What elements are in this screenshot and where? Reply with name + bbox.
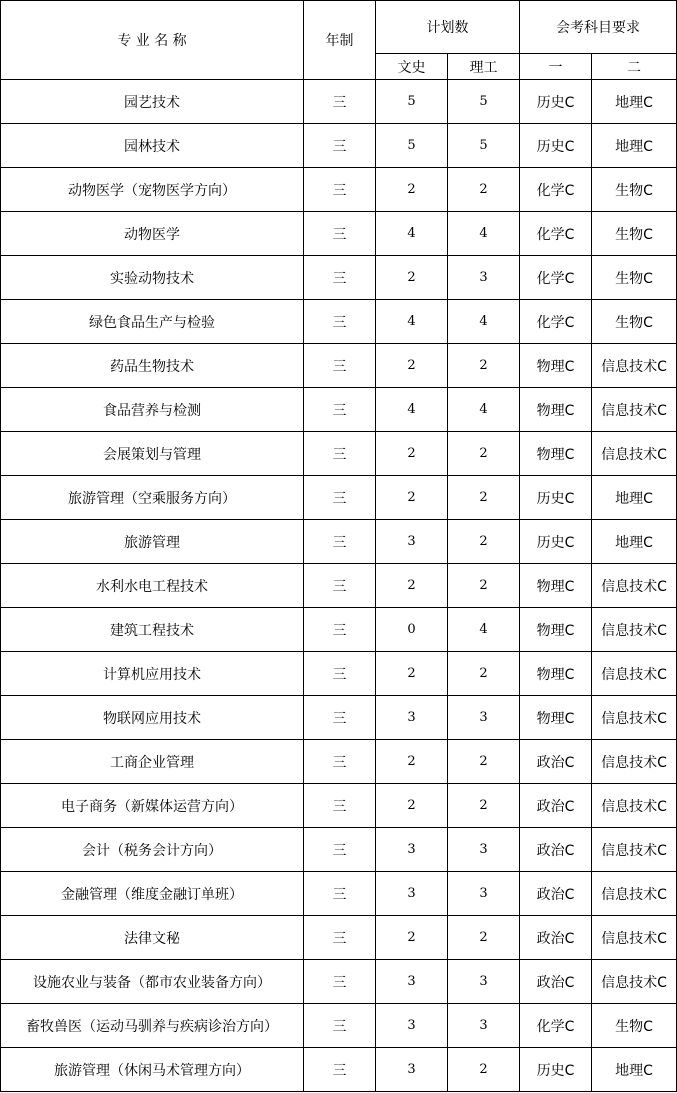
plan-arts-cell: 4 <box>376 300 448 344</box>
plan-arts-cell: 2 <box>376 168 448 212</box>
table-row <box>1 1048 677 1092</box>
plan-science-cell: 3 <box>448 696 520 740</box>
table-row <box>1 608 677 652</box>
plan-arts-cell: 2 <box>376 740 448 784</box>
table-row <box>1 124 677 168</box>
duration-cell: 三 <box>304 124 376 168</box>
table-row <box>1 564 677 608</box>
exam-subject-1-cell: 历史C <box>520 520 592 564</box>
table-row <box>1 1004 677 1048</box>
duration-cell: 三 <box>304 1004 376 1048</box>
table-row <box>1 872 677 916</box>
exam-subject-2-cell: 信息技术C <box>592 432 677 476</box>
exam-subject-1-cell: 历史C <box>520 80 592 124</box>
major-name-cell: 畜牧兽医（运动马驯养与疾病诊治方向） <box>1 1004 304 1048</box>
major-name-cell: 会计（税务会计方向） <box>1 828 304 872</box>
plan-science-cell: 2 <box>448 652 520 696</box>
table-row <box>1 300 677 344</box>
header-exam-first: 一 <box>520 54 592 80</box>
plan-arts-cell: 3 <box>376 1048 448 1092</box>
duration-cell: 三 <box>304 80 376 124</box>
exam-subject-1-cell: 物理C <box>520 388 592 432</box>
table-row <box>1 212 677 256</box>
duration-cell: 三 <box>304 608 376 652</box>
plan-science-cell: 4 <box>448 212 520 256</box>
exam-subject-2-cell: 信息技术C <box>592 784 677 828</box>
duration-cell: 三 <box>304 344 376 388</box>
major-name-cell: 建筑工程技术 <box>1 608 304 652</box>
exam-subject-2-cell: 生物C <box>592 300 677 344</box>
duration-cell: 三 <box>304 520 376 564</box>
plan-science-cell: 3 <box>448 960 520 1004</box>
major-name-cell: 旅游管理（休闲马术管理方向） <box>1 1048 304 1092</box>
plan-arts-cell: 0 <box>376 608 448 652</box>
major-name-cell: 绿色食品生产与检验 <box>1 300 304 344</box>
major-name-cell: 计算机应用技术 <box>1 652 304 696</box>
plan-science-cell: 2 <box>448 168 520 212</box>
exam-subject-1-cell: 物理C <box>520 696 592 740</box>
plan-science-cell: 5 <box>448 124 520 168</box>
duration-cell: 三 <box>304 168 376 212</box>
plan-arts-cell: 3 <box>376 1004 448 1048</box>
plan-science-cell: 2 <box>448 784 520 828</box>
exam-subject-2-cell: 地理C <box>592 520 677 564</box>
duration-cell: 三 <box>304 828 376 872</box>
exam-subject-1-cell: 历史C <box>520 124 592 168</box>
duration-cell: 三 <box>304 212 376 256</box>
plan-arts-cell: 2 <box>376 784 448 828</box>
duration-cell: 三 <box>304 256 376 300</box>
plan-arts-cell: 5 <box>376 80 448 124</box>
plan-science-cell: 2 <box>448 564 520 608</box>
exam-subject-1-cell: 物理C <box>520 432 592 476</box>
plan-science-cell: 3 <box>448 1004 520 1048</box>
duration-cell: 三 <box>304 476 376 520</box>
major-name-cell: 动物医学 <box>1 212 304 256</box>
plan-arts-cell: 3 <box>376 520 448 564</box>
major-name-cell: 旅游管理 <box>1 520 304 564</box>
major-name-cell: 园艺技术 <box>1 80 304 124</box>
table-row <box>1 520 677 564</box>
table-row <box>1 432 677 476</box>
exam-subject-1-cell: 历史C <box>520 1048 592 1092</box>
exam-subject-1-cell: 物理C <box>520 608 592 652</box>
duration-cell: 三 <box>304 388 376 432</box>
major-name-cell: 实验动物技术 <box>1 256 304 300</box>
major-name-cell: 水利水电工程技术 <box>1 564 304 608</box>
plan-science-cell: 2 <box>448 432 520 476</box>
plan-arts-cell: 2 <box>376 432 448 476</box>
exam-subject-1-cell: 政治C <box>520 916 592 960</box>
exam-subject-2-cell: 生物C <box>592 212 677 256</box>
plan-arts-cell: 2 <box>376 916 448 960</box>
table-row <box>1 80 677 124</box>
duration-cell: 三 <box>304 432 376 476</box>
major-name-cell: 动物医学（宠物医学方向） <box>1 168 304 212</box>
duration-cell: 三 <box>304 1048 376 1092</box>
plan-arts-cell: 2 <box>376 476 448 520</box>
table-row <box>1 828 677 872</box>
exam-subject-2-cell: 信息技术C <box>592 564 677 608</box>
plan-science-cell: 3 <box>448 828 520 872</box>
major-name-cell: 会展策划与管理 <box>1 432 304 476</box>
header-duration: 年制 <box>304 1 376 80</box>
plan-arts-cell: 3 <box>376 828 448 872</box>
exam-subject-2-cell: 生物C <box>592 256 677 300</box>
exam-subject-1-cell: 物理C <box>520 564 592 608</box>
exam-subject-1-cell: 化学C <box>520 1004 592 1048</box>
plan-science-cell: 4 <box>448 608 520 652</box>
exam-subject-2-cell: 信息技术C <box>592 388 677 432</box>
major-name-cell: 旅游管理（空乘服务方向） <box>1 476 304 520</box>
plan-arts-cell: 3 <box>376 696 448 740</box>
exam-subject-1-cell: 政治C <box>520 740 592 784</box>
major-name-cell: 药品生物技术 <box>1 344 304 388</box>
exam-subject-2-cell: 信息技术C <box>592 872 677 916</box>
duration-cell: 三 <box>304 872 376 916</box>
plan-arts-cell: 4 <box>376 388 448 432</box>
plan-science-cell: 2 <box>448 740 520 784</box>
header-plan-arts: 文史 <box>376 54 448 80</box>
duration-cell: 三 <box>304 652 376 696</box>
duration-cell: 三 <box>304 564 376 608</box>
header-major-name: 专 业 名 称 <box>1 1 304 80</box>
exam-subject-2-cell: 信息技术C <box>592 696 677 740</box>
plan-science-cell: 2 <box>448 1048 520 1092</box>
plan-arts-cell: 2 <box>376 344 448 388</box>
table-row <box>1 740 677 784</box>
plan-arts-cell: 3 <box>376 872 448 916</box>
plan-arts-cell: 5 <box>376 124 448 168</box>
table-row <box>1 652 677 696</box>
exam-subject-2-cell: 生物C <box>592 168 677 212</box>
duration-cell: 三 <box>304 916 376 960</box>
header-exam-second: 二 <box>592 54 677 80</box>
plan-science-cell: 4 <box>448 300 520 344</box>
exam-subject-2-cell: 信息技术C <box>592 652 677 696</box>
exam-subject-1-cell: 政治C <box>520 960 592 1004</box>
plan-arts-cell: 4 <box>376 212 448 256</box>
exam-subject-1-cell: 历史C <box>520 476 592 520</box>
plan-science-cell: 3 <box>448 872 520 916</box>
exam-subject-2-cell: 信息技术C <box>592 740 677 784</box>
exam-subject-1-cell: 化学C <box>520 256 592 300</box>
exam-subject-2-cell: 信息技术C <box>592 344 677 388</box>
plan-science-cell: 2 <box>448 520 520 564</box>
plan-science-cell: 2 <box>448 916 520 960</box>
duration-cell: 三 <box>304 960 376 1004</box>
exam-subject-1-cell: 物理C <box>520 652 592 696</box>
exam-subject-2-cell: 信息技术C <box>592 828 677 872</box>
duration-cell: 三 <box>304 696 376 740</box>
major-name-cell: 工商企业管理 <box>1 740 304 784</box>
table-row <box>1 168 677 212</box>
table-row <box>1 476 677 520</box>
table-row <box>1 784 677 828</box>
exam-subject-2-cell: 地理C <box>592 80 677 124</box>
header-plan-science: 理工 <box>448 54 520 80</box>
exam-subject-2-cell: 地理C <box>592 476 677 520</box>
major-name-cell: 食品营养与检测 <box>1 388 304 432</box>
major-name-cell: 设施农业与装备（都市农业装备方向） <box>1 960 304 1004</box>
plan-science-cell: 2 <box>448 476 520 520</box>
exam-subject-2-cell: 信息技术C <box>592 960 677 1004</box>
duration-cell: 三 <box>304 740 376 784</box>
major-name-cell: 金融管理（维度金融订单班） <box>1 872 304 916</box>
exam-subject-1-cell: 化学C <box>520 300 592 344</box>
table-row <box>1 388 677 432</box>
table-row <box>1 256 677 300</box>
major-name-cell: 电子商务（新媒体运营方向） <box>1 784 304 828</box>
exam-subject-1-cell: 政治C <box>520 784 592 828</box>
exam-subject-2-cell: 信息技术C <box>592 916 677 960</box>
plan-arts-cell: 3 <box>376 960 448 1004</box>
plan-science-cell: 5 <box>448 80 520 124</box>
plan-science-cell: 4 <box>448 388 520 432</box>
duration-cell: 三 <box>304 300 376 344</box>
plan-arts-cell: 2 <box>376 564 448 608</box>
exam-subject-1-cell: 化学C <box>520 212 592 256</box>
duration-cell: 三 <box>304 784 376 828</box>
plan-arts-cell: 2 <box>376 256 448 300</box>
plan-arts-cell: 2 <box>376 652 448 696</box>
exam-subject-1-cell: 化学C <box>520 168 592 212</box>
major-name-cell: 园林技术 <box>1 124 304 168</box>
major-name-cell: 法律文秘 <box>1 916 304 960</box>
exam-subject-2-cell: 地理C <box>592 1048 677 1092</box>
major-name-cell: 物联网应用技术 <box>1 696 304 740</box>
exam-subject-1-cell: 物理C <box>520 344 592 388</box>
plan-science-cell: 2 <box>448 344 520 388</box>
plan-science-cell: 3 <box>448 256 520 300</box>
exam-subject-2-cell: 生物C <box>592 1004 677 1048</box>
exam-subject-1-cell: 政治C <box>520 872 592 916</box>
table-row <box>1 960 677 1004</box>
header-exam-requirements: 会考科目要求 <box>520 1 677 54</box>
exam-subject-2-cell: 地理C <box>592 124 677 168</box>
table-row <box>1 916 677 960</box>
table-row <box>1 344 677 388</box>
exam-subject-1-cell: 政治C <box>520 828 592 872</box>
table-row <box>1 696 677 740</box>
header-plan: 计划数 <box>376 1 520 54</box>
exam-subject-2-cell: 信息技术C <box>592 608 677 652</box>
